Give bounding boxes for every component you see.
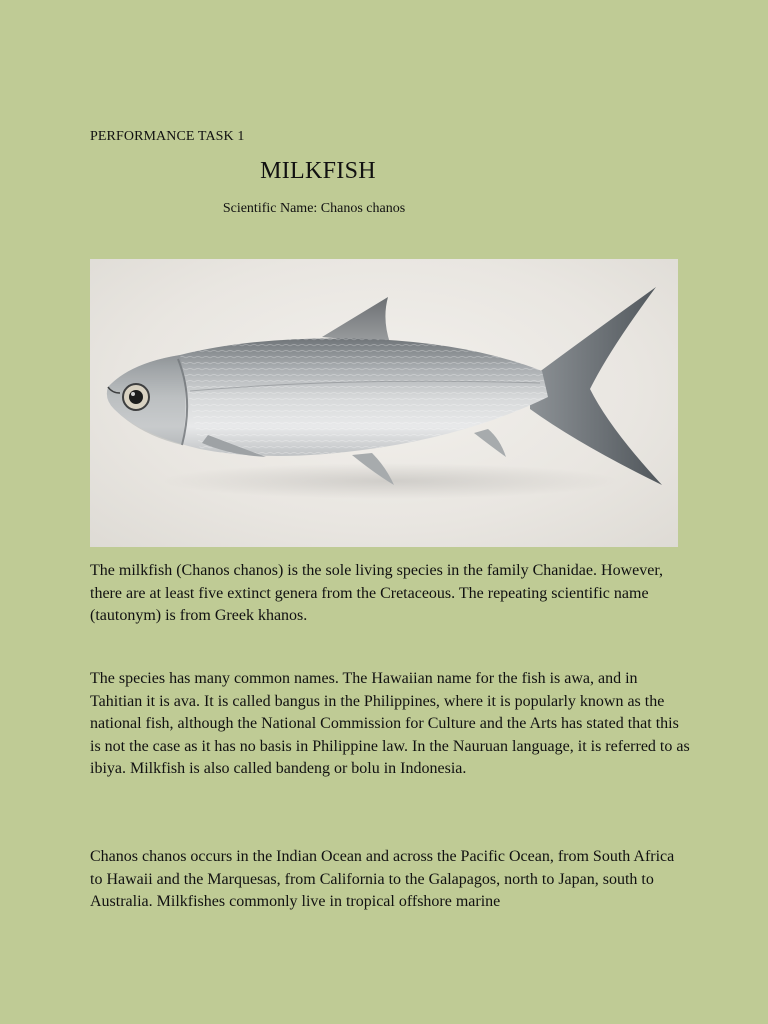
paragraph-common-names: The species has many common names. The Hawaiian name for the fish is awa, and in Tahitian it is ava. It is called bangus in the Philippines, where it is popularly known as the national fish, although the National Commission for Culture and the Arts has stated that this is not the case as it has no basis in Philippine law. In the Nauruan language, it is referred to as ibiya. Milkfish is also called bandeng or bolu in Indonesia. (90, 670, 690, 778)
paragraph-distribution: Chanos chanos occurs in the Indian Ocean and across the Pacific Ocean, from South Africa to Hawaii and the Marquesas, from California to the Galapagos, north to Japan, south to Australia. Milkfishes commonly live in tropical offshore marine (90, 848, 675, 911)
task-label: PERFORMANCE TASK 1 (90, 129, 245, 144)
milkfish-photo (90, 259, 678, 547)
scientific-name: Scientific Name: Chanos chanos (222, 201, 406, 216)
page-title: MILKFISH (260, 158, 376, 184)
paragraph-taxonomy: The milkfish (Chanos chanos) is the sole living species in the family Chanidae. However, there are at least five extinct genera from the Cretaceous. The repeating scientific name (tautonym) is from Greek khanos. (90, 562, 664, 625)
milkfish-illustration (90, 259, 678, 547)
